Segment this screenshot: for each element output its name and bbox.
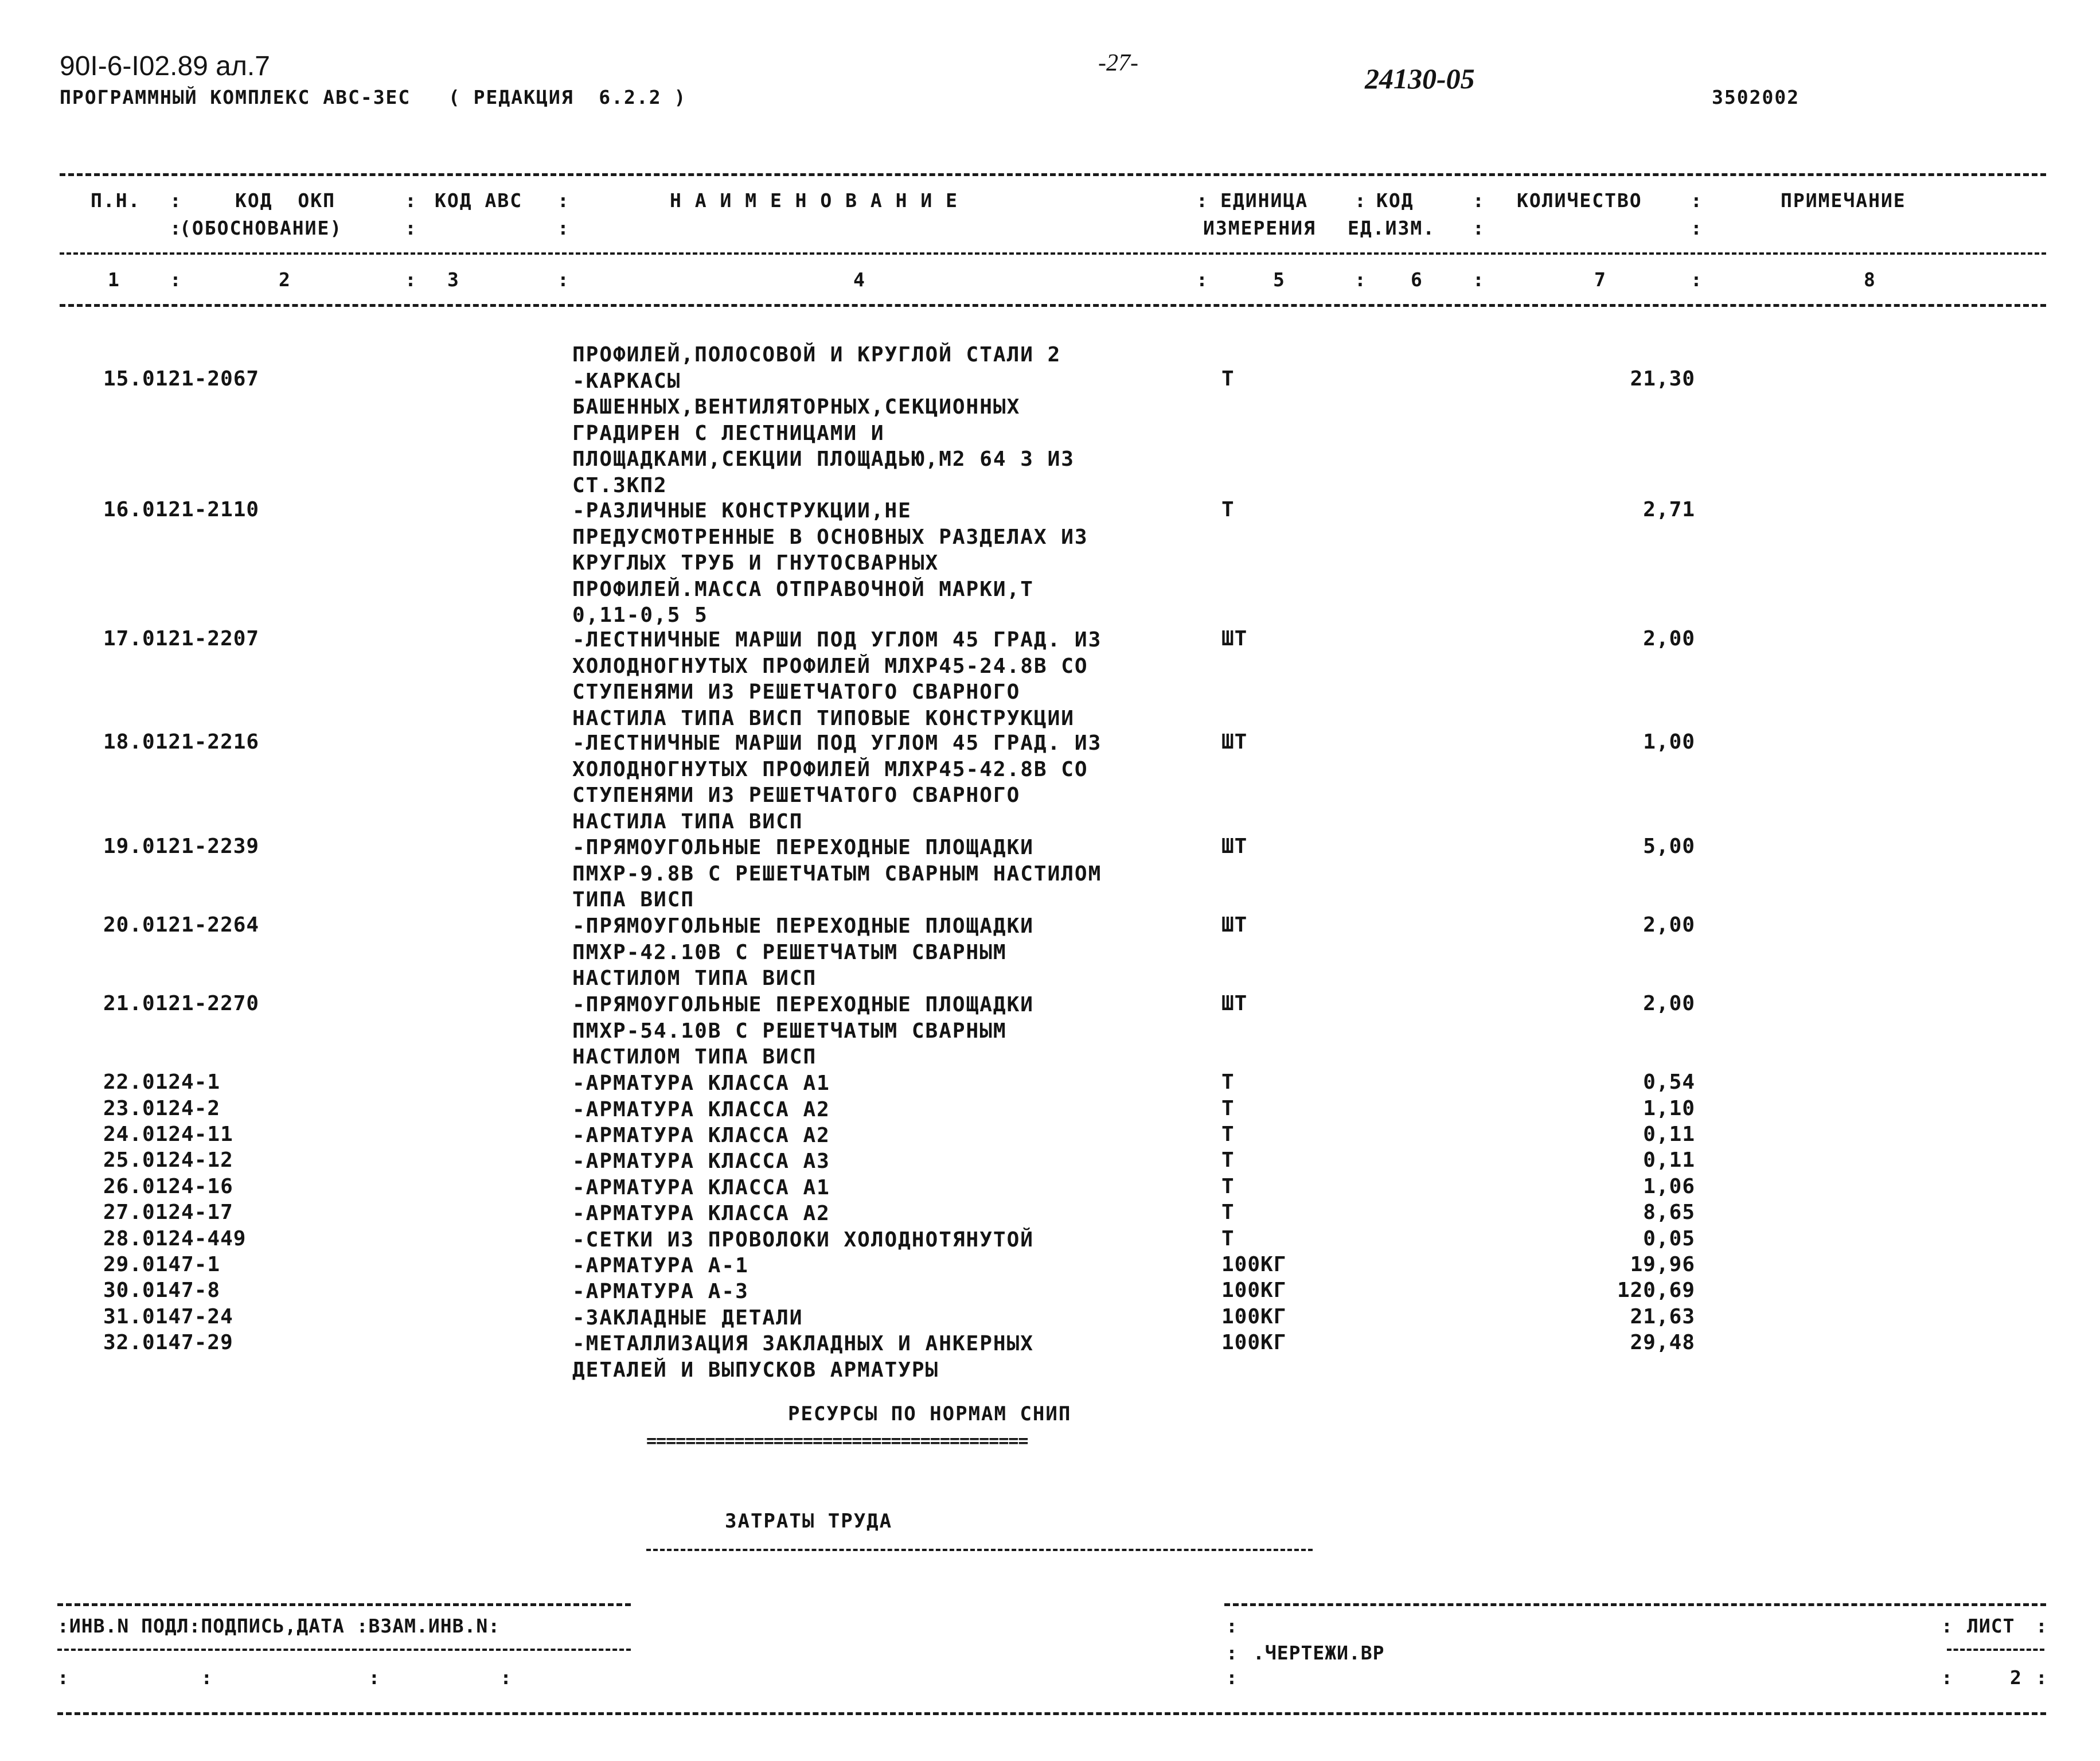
row-quantity: 2,00 bbox=[1643, 992, 1695, 1015]
sheet-box-rule bbox=[1947, 1649, 2044, 1651]
document-code: 3502002 bbox=[1712, 86, 1800, 108]
row-name: -ПРЯМОУГОЛЬНЫЕ ПЕРЕХОДНЫЕ ПЛОЩАДКИ ПМХР-9.8В С РЕШЕТЧАТЫМ СВАРНЫМ НАСТИЛОМ ТИПА ВИСП bbox=[572, 836, 1102, 911]
row-unit: ШТ bbox=[1221, 913, 1248, 937]
col-number: 8 bbox=[1864, 268, 1876, 291]
row-quantity: 21,63 bbox=[1630, 1305, 1695, 1328]
labor-heading: ЗАТРАТЫ ТРУДА bbox=[725, 1510, 893, 1533]
row-number: 26.0124-16 bbox=[103, 1175, 233, 1198]
program-title: ПРОГРАММНЫЙ КОМПЛЕКС АВС-3ЕС ( РЕДАКЦИЯ 6.2.2 ) bbox=[60, 86, 687, 108]
row-quantity: 2,00 bbox=[1643, 627, 1695, 650]
col-number: 2 bbox=[279, 268, 291, 291]
row-number: 22.0124-1 bbox=[103, 1070, 221, 1094]
row-quantity: 2,00 bbox=[1643, 913, 1695, 937]
row-name: -АРМАТУРА А-1 bbox=[572, 1254, 749, 1277]
row-unit: Т bbox=[1221, 367, 1235, 391]
separator: : bbox=[1196, 189, 1208, 212]
stamp-fields-header: :ИНВ.N ПОДЛ:ПОДПИСЬ,ДАТА :ВЗАМ.ИНВ.N: bbox=[57, 1615, 501, 1637]
row-name: -ПРЯМОУГОЛЬНЫЕ ПЕРЕХОДНЫЕ ПЛОЩАДКИ ПМХР-42.10В С РЕШЕТЧАТЫМ СВАРНЫМ НАСТИЛОМ ТИПА ВИСП bbox=[572, 914, 1034, 990]
col-num-header: П.Н. bbox=[91, 189, 141, 212]
row-number: 32.0147-29 bbox=[103, 1331, 233, 1354]
separator: : bbox=[1691, 189, 1702, 212]
footer-separator: : bbox=[1941, 1615, 1953, 1637]
row-name: -АРМАТУРА КЛАССА А1 bbox=[572, 1072, 830, 1095]
separator: : bbox=[170, 217, 181, 239]
row-quantity: 0,11 bbox=[1643, 1123, 1695, 1146]
row-unit: ШТ bbox=[1221, 835, 1248, 858]
col-number: 1 bbox=[108, 268, 120, 291]
separator: : bbox=[405, 189, 416, 212]
row-quantity: 2,71 bbox=[1643, 498, 1695, 521]
row-unit: Т bbox=[1221, 498, 1235, 521]
drawing-set-label: .ЧЕРТЕЖИ.ВР bbox=[1253, 1642, 1385, 1664]
row-number: 30.0147-8 bbox=[103, 1279, 221, 1302]
row-quantity: 0,11 bbox=[1643, 1148, 1695, 1172]
row-unit: 100КГ bbox=[1221, 1253, 1287, 1276]
row-quantity: 1,10 bbox=[1643, 1097, 1695, 1120]
row-unit: Т bbox=[1221, 1148, 1235, 1172]
separator: : bbox=[1355, 268, 1366, 291]
row-number: 28.0124-449 bbox=[103, 1227, 247, 1250]
row-name: -ЛЕСТНИЧНЫЕ МАРШИ ПОД УГЛОМ 45 ГРАД. ИЗ ХОЛОДНОГНУТЫХ ПРОФИЛЕЙ МЛХР45-24.8В СО СТУПЕНЯМИ ИЗ РЕШЕТЧАТОГО СВАРНОГО НАСТИЛА ТИПА ВИСП ТИПОВЫЕ КОНСТРУКЦИИ bbox=[572, 628, 1102, 730]
row-name: -ЗАКЛАДНЫЕ ДЕТАЛИ bbox=[572, 1306, 803, 1330]
row-unit: Т bbox=[1221, 1070, 1235, 1094]
row-unit: 100КГ bbox=[1221, 1279, 1287, 1302]
row-unit: Т bbox=[1221, 1201, 1235, 1224]
col-unit-subheader: ИЗМЕРЕНИЯ bbox=[1203, 217, 1316, 239]
footer-separator: : bbox=[2036, 1666, 2048, 1689]
row-number: 18.0121-2216 bbox=[103, 730, 260, 754]
row-quantity: 29,48 bbox=[1630, 1331, 1695, 1354]
row-quantity: 5,00 bbox=[1643, 835, 1695, 858]
row-number: 20.0121-2264 bbox=[103, 913, 260, 937]
row-name: -РАЗЛИЧНЫЕ КОНСТРУКЦИИ,НЕ ПРЕДУСМОТРЕННЫЕ В ОСНОВНЫХ РАЗДЕЛАХ ИЗ КРУГЛЫХ ТРУБ И ГНУТОСВАРНЫХ ПРОФИЛЕЙ.МАССА ОТПРАВОЧНОЙ МАРКИ,Т 0,11-0,5 5 bbox=[572, 499, 1088, 627]
footer-bottom-rule bbox=[57, 1712, 2046, 1715]
separator: : bbox=[1473, 217, 1484, 239]
col-abc-header: КОД АВС bbox=[435, 189, 523, 212]
header-bottom-rule bbox=[60, 304, 2046, 307]
row-quantity: 1,00 bbox=[1643, 730, 1695, 754]
col-okp-header: КОД ОКП bbox=[235, 189, 335, 212]
row-number: 19.0121-2239 bbox=[103, 835, 260, 858]
row-unit: Т bbox=[1221, 1097, 1235, 1120]
col-number: 3 bbox=[447, 268, 460, 291]
row-quantity: 120,69 bbox=[1617, 1279, 1695, 1302]
col-unit-header: ЕДИНИЦА bbox=[1220, 189, 1309, 212]
footer-separator: : bbox=[1226, 1642, 1238, 1664]
row-number: 15.0121-2067 bbox=[103, 367, 260, 391]
row-name: -ЛЕСТНИЧНЫЕ МАРШИ ПОД УГЛОМ 45 ГРАД. ИЗ ХОЛОДНОГНУТЫХ ПРОФИЛЕЙ МЛХР45-42.8В СО СТУПЕНЯМИ ИЗ РЕШЕТЧАТОГО СВАРНОГО НАСТИЛА ТИПА ВИСП bbox=[572, 731, 1102, 833]
footer-left-mid-rule bbox=[57, 1649, 631, 1651]
row-unit: 100КГ bbox=[1221, 1305, 1287, 1328]
separator: : bbox=[1691, 268, 1702, 291]
row-name: -МЕТАЛЛИЗАЦИЯ ЗАКЛАДНЫХ И АНКЕРНЫХ ДЕТАЛЕЙ И ВЫПУСКОВ АРМАТУРЫ bbox=[572, 1332, 1034, 1382]
col-unitcode-header: КОД bbox=[1376, 189, 1414, 212]
footer-right-top-rule bbox=[1224, 1603, 2046, 1606]
col-number: 4 bbox=[853, 268, 866, 291]
handwritten-code: 24130-05 bbox=[1365, 63, 1475, 95]
row-name: -АРМАТУРА А-3 bbox=[572, 1280, 749, 1303]
row-name: -АРМАТУРА КЛАССА А1 bbox=[572, 1176, 830, 1199]
header-mid-rule bbox=[60, 252, 2046, 255]
row-quantity: 8,65 bbox=[1643, 1201, 1695, 1224]
separator: : bbox=[1691, 217, 1702, 239]
row-name: -АРМАТУРА КЛАССА А2 bbox=[572, 1202, 830, 1225]
row-number: 27.0124-17 bbox=[103, 1201, 233, 1224]
row-unit: Т bbox=[1221, 1123, 1235, 1146]
separator: : bbox=[1196, 268, 1208, 291]
row-unit: Т bbox=[1221, 1227, 1235, 1250]
col-qty-header: КОЛИЧЕСТВО bbox=[1517, 189, 1642, 212]
row-unit: ШТ bbox=[1221, 730, 1248, 754]
separator: : bbox=[1473, 268, 1484, 291]
footer-separator: : bbox=[2036, 1615, 2048, 1637]
labor-underline bbox=[646, 1549, 1313, 1551]
row-unit: ШТ bbox=[1221, 992, 1248, 1015]
row-unit: 100КГ bbox=[1221, 1331, 1287, 1354]
row-number: 16.0121-2110 bbox=[103, 498, 260, 521]
row-quantity: 0,54 bbox=[1643, 1070, 1695, 1094]
separator: : bbox=[405, 217, 416, 239]
separator: : bbox=[1355, 189, 1366, 212]
sheet-number: 2 bbox=[2010, 1666, 2022, 1689]
row-quantity: 21,30 bbox=[1630, 367, 1695, 391]
col-number: 7 bbox=[1594, 268, 1607, 291]
col-unitcode-subheader: ЕД.ИЗМ. bbox=[1348, 217, 1436, 239]
row-unit: ШТ bbox=[1221, 627, 1248, 650]
row-name: -АРМАТУРА КЛАССА А2 bbox=[572, 1124, 830, 1147]
row-number: 29.0147-1 bbox=[103, 1253, 221, 1276]
row-number: 25.0124-12 bbox=[103, 1148, 233, 1172]
row-number: 21.0121-2270 bbox=[103, 992, 260, 1015]
document-reference: 90I-6-I02.89 ал.7 bbox=[60, 51, 270, 81]
sheet-label: ЛИСТ bbox=[1967, 1615, 2015, 1637]
separator: : bbox=[557, 217, 569, 239]
row-quantity: 1,06 bbox=[1643, 1175, 1695, 1198]
stamp-fields-blank: : : : : bbox=[57, 1666, 512, 1689]
row-name: -АРМАТУРА КЛАССА А2 bbox=[572, 1098, 830, 1121]
col-okp-subheader: (ОБОСНОВАНИЕ) bbox=[179, 217, 343, 239]
row-quantity: 0,05 bbox=[1643, 1227, 1695, 1250]
separator: : bbox=[405, 268, 416, 291]
footer-separator: : bbox=[1941, 1666, 1953, 1689]
col-number: 6 bbox=[1411, 268, 1423, 291]
col-number: 5 bbox=[1273, 268, 1286, 291]
row-quantity: 19,96 bbox=[1630, 1253, 1695, 1276]
row-unit: Т bbox=[1221, 1175, 1235, 1198]
row-number: 24.0124-11 bbox=[103, 1123, 233, 1146]
footer-left-top-rule bbox=[57, 1603, 631, 1606]
row-name: -АРМАТУРА КЛАССА А3 bbox=[572, 1150, 830, 1173]
row-number: 23.0124-2 bbox=[103, 1097, 221, 1120]
row-name: ПРОФИЛЕЙ,ПОЛОСОВОЙ И КРУГЛОЙ СТАЛИ 2 -КАРКАСЫ БАШЕННЫХ,ВЕНТИЛЯТОРНЫХ,СЕКЦИОННЫХ ГРАДИРЕН С ЛЕСТНИЦАМИ И ПЛОЩАДКАМИ,СЕКЦИИ ПЛОЩАДЬЮ,М2 64 3 ИЗ СТ.3КП2 bbox=[572, 343, 1075, 497]
page-number: -27- bbox=[1098, 50, 1138, 76]
table-top-rule bbox=[60, 173, 2046, 176]
row-name: -ПРЯМОУГОЛЬНЫЕ ПЕРЕХОДНЫЕ ПЛОЩАДКИ ПМХР-54.10В С РЕШЕТЧАТЫМ СВАРНЫМ НАСТИЛОМ ТИПА ВИСП bbox=[572, 993, 1034, 1069]
row-number: 31.0147-24 bbox=[103, 1305, 233, 1328]
col-name-header: Н А И М Е Н О В А Н И Е bbox=[670, 189, 958, 212]
resources-underline: ======================================= bbox=[646, 1431, 1028, 1451]
separator: : bbox=[170, 189, 181, 212]
resources-heading: РЕСУРСЫ ПО НОРМАМ СНИП bbox=[788, 1402, 1072, 1425]
col-note-header: ПРИМЕЧАНИЕ bbox=[1781, 189, 1906, 212]
footer-separator: : bbox=[1226, 1666, 1238, 1689]
footer-separator: : bbox=[1226, 1615, 1238, 1637]
separator: : bbox=[557, 268, 569, 291]
separator: : bbox=[557, 189, 569, 212]
row-number: 17.0121-2207 bbox=[103, 627, 260, 650]
separator: : bbox=[170, 268, 181, 291]
row-name: -СЕТКИ ИЗ ПРОВОЛОКИ ХОЛОДНОТЯНУТОЙ bbox=[572, 1228, 1034, 1252]
separator: : bbox=[1473, 189, 1484, 212]
